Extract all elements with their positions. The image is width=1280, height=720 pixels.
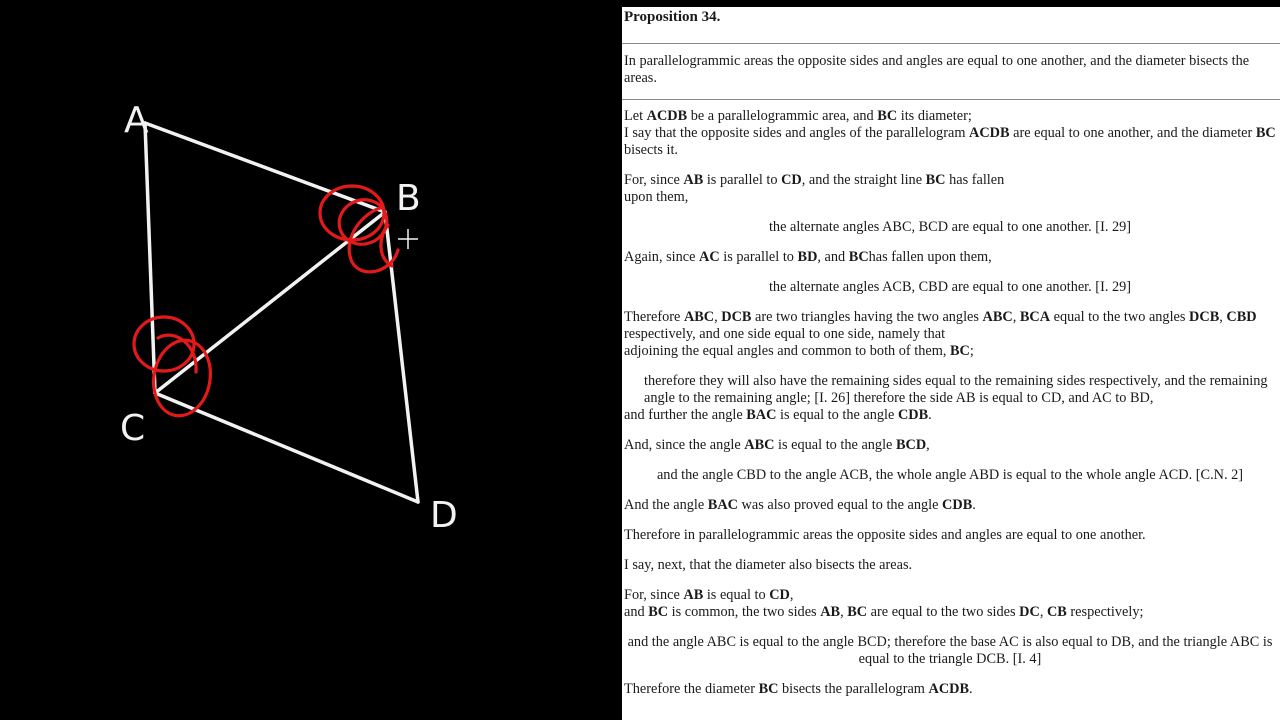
label-d: D bbox=[430, 495, 458, 536]
proposition-title: Proposition 34. bbox=[624, 9, 721, 25]
label-c: C bbox=[120, 408, 146, 449]
side-ac bbox=[145, 123, 155, 393]
proof-paragraph: I say, next, that the diameter also bisects the areas. bbox=[624, 557, 913, 573]
side-ab bbox=[145, 123, 385, 212]
parallelogram-diagram bbox=[0, 0, 620, 720]
proof-paragraph: For, since AB is parallel to CD, and the straight line BC has fallen upon them, bbox=[624, 172, 1005, 205]
chalkboard-figure bbox=[0, 0, 620, 720]
side-bd bbox=[385, 212, 418, 502]
proof-step-centered: the alternate angles ACB, CBD are equal to one another. [I. 29] bbox=[768, 279, 1132, 295]
label-a: A bbox=[124, 100, 149, 141]
setting-out: Let ACDB be a parallelogrammic area, and BC its diameter; I say that the opposite sides and angles of the parallelogram ACDB are equal to one another, and the diameter BC bisects it. bbox=[624, 108, 1276, 158]
proof-paragraph: And, since the angle ABC is equal to the angle BCD, bbox=[624, 437, 930, 453]
proof-paragraph: Again, since AC is parallel to BD, and BChas fallen upon them, bbox=[624, 249, 992, 265]
conclusion-part-one: Therefore in parallelogrammic areas the opposite sides and angles are equal to one another. bbox=[624, 527, 1146, 543]
proof-step-centered: the alternate angles ABC, BCD are equal to one another. [I. 29] bbox=[768, 219, 1132, 235]
enunciation: In parallelogrammic areas the opposite sides and angles are equal to one another, and the diameter bisects the areas. bbox=[624, 53, 1250, 86]
proposition-document bbox=[622, 7, 1280, 720]
proof-step-centered: and the angle ABC is equal to the angle BCD; therefore the base AC is also equal to DB, and the triangle ABC is equal to the triangle DCB. [I. 4] bbox=[627, 634, 1273, 667]
cursor-crosshair bbox=[398, 229, 418, 249]
label-b: B bbox=[396, 178, 421, 219]
proof-paragraph: Therefore ABC, DCB are two triangles having the two angles ABC, BCA equal to the two angles DCB, CBD respectively, and one side equal to one side, namely that adjoining the equal angles and common to both of them, BC; bbox=[624, 309, 1257, 359]
proof-body bbox=[622, 100, 1280, 698]
angle-marks-b bbox=[320, 186, 398, 272]
proof-step-centered: and the angle CBD to the angle ACB, the whole angle ABD is equal to the whole angle ACD. [C.N. 2] bbox=[656, 467, 1244, 483]
proof-paragraph: For, since AB is equal to CD, and BC is common, the two sides AB, BC are equal to the two sides DC, CB respectively; bbox=[624, 587, 1144, 620]
proof-paragraph: And the angle BAC was also proved equal to the angle CDB. bbox=[624, 497, 976, 513]
proof-paragraph-indented: therefore they will also have the remaining sides equal to the remaining sides respectively, and the remaining angle to the remaining angle; [I. 26] therefore the side AB is equal to CD, and AC to BD, and further the angle BAC is equal to the angle CDB. bbox=[624, 373, 1268, 423]
conclusion-part-two: Therefore the diameter BC bisects the parallelogram ACDB. bbox=[624, 681, 973, 697]
angle-marks-c bbox=[134, 317, 216, 420]
